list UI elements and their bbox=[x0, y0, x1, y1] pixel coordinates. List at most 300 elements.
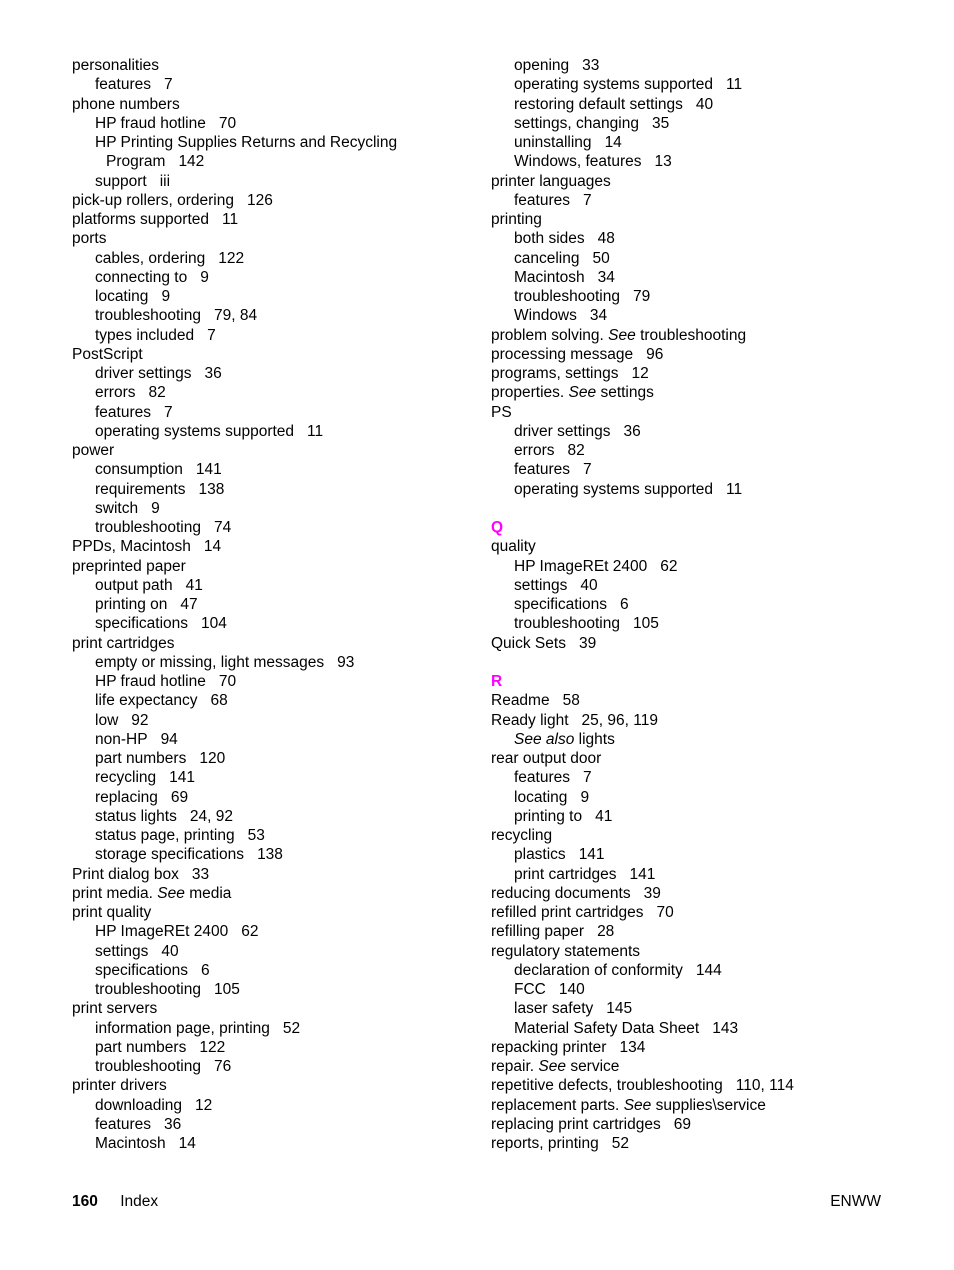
page-reference: 79, 84 bbox=[214, 307, 258, 325]
see-reference-label: See bbox=[623, 1096, 652, 1114]
see-reference-target: supplies\service bbox=[655, 1096, 766, 1114]
index-subentry bbox=[72, 653, 492, 672]
index-entry bbox=[72, 903, 492, 922]
see-reference-label: See bbox=[538, 1058, 566, 1075]
entry-term: troubleshooting bbox=[95, 307, 201, 325]
index-subentry bbox=[72, 576, 492, 595]
entry-term: recycling bbox=[95, 769, 157, 787]
index-entry bbox=[491, 210, 911, 229]
entry-term: HP fraud hotline bbox=[95, 114, 206, 132]
index-subentry bbox=[491, 422, 911, 441]
index-subentry bbox=[72, 1038, 492, 1057]
entry-term: errors bbox=[95, 384, 136, 402]
index-letter-heading bbox=[491, 653, 911, 692]
entry-term: consumption bbox=[95, 461, 183, 479]
entry-term: printing bbox=[491, 211, 542, 228]
page-reference: 58 bbox=[562, 692, 580, 710]
page-reference: 122 bbox=[218, 249, 245, 267]
see-reference-target: troubleshooting bbox=[640, 326, 747, 344]
page-reference: 41 bbox=[595, 807, 613, 825]
entry-term: laser safety bbox=[514, 1000, 594, 1018]
page-reference: 25, 96, 119 bbox=[581, 711, 658, 729]
index-letter-heading bbox=[491, 499, 911, 538]
entry-term: operating systems supported bbox=[95, 422, 295, 440]
entry-term: HP Printing Supplies Returns and Recycling bbox=[95, 134, 398, 151]
index-subentry bbox=[491, 191, 911, 210]
index-subentry bbox=[72, 826, 492, 845]
index-entry bbox=[72, 884, 492, 903]
entry-term: information page, printing bbox=[95, 1019, 270, 1037]
footer-right bbox=[830, 1192, 881, 1211]
index-entry bbox=[491, 326, 911, 345]
see-reference-target: lights bbox=[578, 730, 615, 748]
entry-term: printer drivers bbox=[72, 1077, 167, 1095]
index-subentry bbox=[491, 460, 911, 479]
entry-term: printer languages bbox=[491, 172, 611, 190]
page-reference: 122 bbox=[199, 1038, 226, 1056]
page-reference: 36 bbox=[204, 365, 222, 382]
index-entry bbox=[491, 1076, 911, 1095]
index-subentry bbox=[491, 557, 911, 576]
index-subentry bbox=[72, 326, 492, 345]
index-entry bbox=[491, 884, 911, 903]
index-subentry bbox=[72, 922, 492, 941]
entry-term: troubleshooting bbox=[95, 1058, 201, 1075]
entry-term: troubleshooting bbox=[95, 981, 201, 998]
page-reference: 141 bbox=[629, 865, 656, 883]
entry-term: HP ImageREt 2400 bbox=[514, 557, 648, 575]
entry-term: non-HP bbox=[95, 730, 148, 748]
entry-term: PS bbox=[491, 403, 512, 421]
letter-text: Q bbox=[491, 519, 504, 536]
page-reference: 7 bbox=[164, 76, 173, 94]
entry-term: operating systems supported bbox=[514, 76, 714, 94]
letter-text: R bbox=[491, 673, 503, 690]
page-reference: 144 bbox=[695, 961, 722, 979]
entry-term: PostScript bbox=[72, 345, 143, 363]
page-number: 160 bbox=[72, 1193, 98, 1210]
page-reference: 138 bbox=[257, 846, 283, 864]
entry-term: ports bbox=[72, 230, 107, 248]
page-reference: 70 bbox=[656, 904, 674, 921]
index-entry bbox=[491, 922, 911, 941]
page-reference: 12 bbox=[195, 1096, 213, 1114]
entry-term: replacement parts. bbox=[491, 1096, 620, 1114]
index-entry bbox=[72, 557, 492, 576]
see-reference-target: service bbox=[570, 1058, 620, 1075]
index-entry bbox=[491, 172, 911, 191]
page-reference: 120 bbox=[199, 750, 226, 767]
page-reference: 39 bbox=[578, 634, 597, 652]
entry-term: locating bbox=[95, 288, 149, 305]
index-entry bbox=[491, 364, 911, 383]
index-entry bbox=[491, 383, 911, 402]
page-reference: 34 bbox=[589, 307, 608, 325]
page-reference: 7 bbox=[583, 769, 592, 787]
page-reference: 12 bbox=[631, 365, 649, 382]
entry-term: personalities bbox=[72, 57, 160, 74]
index-subentry bbox=[72, 807, 492, 826]
index-entry bbox=[491, 1096, 911, 1115]
index-subentry bbox=[72, 133, 492, 152]
index-entry bbox=[491, 749, 911, 768]
page-reference: 105 bbox=[214, 981, 240, 998]
page-reference: 82 bbox=[567, 442, 585, 459]
page-reference: 14 bbox=[604, 134, 622, 151]
index-subentry bbox=[491, 95, 911, 114]
index-subentry bbox=[72, 460, 492, 479]
entry-term: specifications bbox=[95, 615, 189, 633]
entry-term: reports, printing bbox=[491, 1135, 599, 1152]
entry-term: part numbers bbox=[95, 750, 187, 767]
index-subentry bbox=[491, 961, 911, 980]
index-subentry bbox=[72, 249, 492, 268]
index-entry bbox=[491, 1134, 911, 1153]
page-reference: 7 bbox=[583, 191, 592, 209]
entry-term: replacing print cartridges bbox=[491, 1115, 661, 1133]
index-subentry bbox=[491, 1019, 911, 1038]
entry-term: status page, printing bbox=[95, 827, 235, 844]
entry-term: Windows, features bbox=[514, 153, 642, 171]
entry-term: print quality bbox=[72, 904, 152, 921]
index-entry bbox=[72, 191, 492, 210]
entry-term: printing on bbox=[95, 596, 168, 613]
entry-term: pick-up rollers, ordering bbox=[72, 191, 234, 209]
index-subentry bbox=[491, 845, 911, 864]
index-subentry bbox=[72, 1115, 492, 1134]
index-subentry bbox=[491, 576, 911, 595]
index-subentry bbox=[72, 403, 492, 422]
page-reference: 28 bbox=[597, 923, 615, 941]
footer-left bbox=[72, 1192, 158, 1211]
page-reference: 94 bbox=[160, 730, 178, 748]
index-subentry bbox=[72, 749, 492, 768]
index-subentry bbox=[491, 788, 911, 807]
index-entry bbox=[491, 1115, 911, 1134]
entry-term: features bbox=[95, 403, 152, 421]
see-reference-label: See also bbox=[514, 730, 575, 748]
page-reference: 11 bbox=[307, 422, 324, 440]
page-reference: 141 bbox=[169, 769, 196, 787]
page-reference: 39 bbox=[643, 884, 661, 902]
index-subentry bbox=[72, 768, 492, 787]
page-reference: 70 bbox=[218, 114, 237, 132]
index-subentry bbox=[491, 133, 911, 152]
index-subentry bbox=[491, 865, 911, 884]
entry-term: part numbers bbox=[95, 1038, 187, 1056]
index-subentry bbox=[491, 268, 911, 287]
page-reference: 9 bbox=[200, 268, 209, 286]
index-subentry bbox=[72, 172, 492, 191]
entry-term: print cartridges bbox=[514, 865, 617, 883]
index-entry bbox=[491, 634, 911, 653]
index-entry bbox=[72, 56, 492, 75]
page-reference: 82 bbox=[148, 384, 166, 402]
page-reference: 7 bbox=[583, 461, 592, 479]
entry-term: support bbox=[95, 172, 147, 190]
page-reference: 40 bbox=[161, 942, 179, 960]
index-subentry bbox=[491, 807, 911, 826]
entry-term: low bbox=[95, 711, 119, 729]
entry-term: requirements bbox=[95, 480, 186, 498]
page-reference: 7 bbox=[207, 326, 216, 344]
see-reference-label: See bbox=[568, 384, 597, 402]
index-entry bbox=[72, 1076, 492, 1095]
entry-term: repair. bbox=[491, 1058, 535, 1075]
index-subentry bbox=[491, 75, 911, 94]
index-subentry bbox=[491, 768, 911, 787]
entry-term: status lights bbox=[95, 807, 177, 825]
index-subentry bbox=[72, 711, 492, 730]
entry-term: print cartridges bbox=[72, 634, 175, 652]
page-reference: 14 bbox=[203, 538, 222, 556]
entry-term: properties. bbox=[491, 384, 565, 402]
entry-term: quality bbox=[491, 538, 536, 556]
entry-term: Print dialog box bbox=[72, 865, 179, 883]
index-subentry bbox=[72, 845, 492, 864]
index-subentry bbox=[491, 287, 911, 306]
page-reference: 33 bbox=[582, 57, 600, 74]
page-reference: 48 bbox=[597, 230, 615, 248]
index-subentry bbox=[491, 152, 911, 171]
entry-term: specifications bbox=[95, 961, 189, 979]
index-entry bbox=[491, 537, 911, 556]
index-subentry bbox=[72, 788, 492, 807]
page-reference: 9 bbox=[151, 499, 160, 517]
index-subentry bbox=[491, 114, 911, 133]
entry-term: programs, settings bbox=[491, 365, 619, 382]
index-entry bbox=[491, 403, 911, 422]
index-subentry bbox=[491, 441, 911, 460]
entry-term: uninstalling bbox=[514, 134, 592, 151]
entry-term: connecting to bbox=[95, 268, 188, 286]
entry-term: features bbox=[95, 1115, 152, 1133]
entry-term: troubleshooting bbox=[514, 615, 620, 633]
page-reference: 138 bbox=[198, 480, 225, 498]
entry-term: refilled print cartridges bbox=[491, 904, 644, 921]
index-entry bbox=[491, 942, 911, 961]
page-reference: 33 bbox=[191, 865, 210, 883]
entry-term: reducing documents bbox=[491, 884, 631, 902]
page-reference: 11 bbox=[726, 76, 743, 94]
index-entry bbox=[491, 1057, 911, 1076]
index-subentry bbox=[72, 672, 492, 691]
index-subentry bbox=[491, 306, 911, 325]
index-subentry bbox=[491, 730, 911, 749]
entry-term: Readme bbox=[491, 692, 550, 710]
index-subentry bbox=[72, 1057, 492, 1076]
entry-term: opening bbox=[514, 57, 570, 74]
entry-term: cables, ordering bbox=[95, 249, 206, 267]
index-subentry bbox=[72, 152, 492, 171]
index-subentry bbox=[72, 1134, 492, 1153]
entry-term: platforms supported bbox=[72, 211, 209, 228]
entry-term: preprinted paper bbox=[72, 557, 186, 575]
index-entry bbox=[491, 826, 911, 845]
page-reference: 52 bbox=[282, 1019, 301, 1037]
index-subentry bbox=[72, 364, 492, 383]
index-subentry bbox=[491, 229, 911, 248]
index-column-left bbox=[72, 56, 492, 1153]
page-reference: 62 bbox=[660, 557, 678, 575]
entry-term: specifications bbox=[514, 596, 608, 613]
page-reference: 79 bbox=[633, 288, 651, 305]
index-entry bbox=[72, 95, 492, 114]
entry-term: Ready light bbox=[491, 711, 569, 729]
entry-term: troubleshooting bbox=[95, 519, 201, 536]
entry-term: Quick Sets bbox=[491, 634, 566, 652]
section-name: Index bbox=[120, 1193, 159, 1210]
page-reference: 143 bbox=[712, 1019, 739, 1037]
document-code: ENWW bbox=[830, 1193, 881, 1210]
index-entry bbox=[72, 229, 492, 248]
index-subentry bbox=[491, 249, 911, 268]
page-reference: 34 bbox=[597, 268, 615, 286]
entry-term: locating bbox=[514, 788, 568, 806]
entry-term: features bbox=[514, 461, 571, 479]
entry-term: features bbox=[95, 76, 152, 94]
entry-term: refilling paper bbox=[491, 923, 585, 941]
page-reference: 105 bbox=[633, 615, 659, 633]
entry-term: FCC bbox=[514, 981, 546, 998]
entry-term: restoring default settings bbox=[514, 95, 683, 113]
index-entry bbox=[72, 999, 492, 1018]
index-entry bbox=[72, 537, 492, 556]
page-reference: 104 bbox=[201, 615, 227, 633]
index-column-right bbox=[491, 56, 911, 1153]
entry-term: features bbox=[514, 769, 571, 787]
entry-term: regulatory statements bbox=[491, 942, 641, 960]
index-subentry bbox=[72, 961, 492, 980]
page-reference: 92 bbox=[131, 711, 149, 729]
page-reference: 52 bbox=[611, 1135, 629, 1152]
see-reference-label: See bbox=[157, 884, 185, 902]
index-entry bbox=[72, 441, 492, 460]
entry-term: life expectancy bbox=[95, 692, 198, 710]
index-subentry bbox=[72, 518, 492, 537]
see-reference-target: media bbox=[189, 884, 232, 902]
entry-term: canceling bbox=[514, 249, 580, 267]
see-reference-target: settings bbox=[600, 384, 654, 402]
page-reference: 6 bbox=[620, 596, 629, 613]
page-reference: 13 bbox=[654, 153, 672, 171]
index-subentry bbox=[491, 999, 911, 1018]
entry-term: plastics bbox=[514, 846, 566, 864]
entry-term: rear output door bbox=[491, 750, 602, 767]
entry-term: repacking printer bbox=[491, 1038, 607, 1056]
page-reference: 36 bbox=[623, 422, 641, 440]
page-reference: 141 bbox=[578, 846, 605, 864]
index-subentry bbox=[491, 614, 911, 633]
entry-term: driver settings bbox=[95, 365, 192, 382]
entry-term: types included bbox=[95, 326, 195, 344]
page-reference: 96 bbox=[646, 345, 664, 363]
page-reference: 6 bbox=[201, 961, 210, 979]
entry-term: phone numbers bbox=[72, 95, 180, 113]
entry-term: operating systems supported bbox=[514, 480, 714, 498]
entry-term: Macintosh bbox=[514, 268, 585, 286]
index-subentry bbox=[72, 422, 492, 441]
page-reference: 50 bbox=[592, 249, 610, 267]
page-reference: iii bbox=[159, 172, 171, 190]
index-subentry bbox=[491, 56, 911, 75]
index-subentry bbox=[491, 480, 911, 499]
page-reference: 53 bbox=[247, 827, 265, 844]
entry-term: processing message bbox=[491, 345, 634, 363]
index-subentry bbox=[72, 730, 492, 749]
entry-term: problem solving. bbox=[491, 326, 604, 344]
index-subentry bbox=[72, 942, 492, 961]
entry-term: recycling bbox=[491, 827, 553, 844]
page-reference: 41 bbox=[185, 576, 203, 594]
index-subentry bbox=[72, 268, 492, 287]
index-subentry bbox=[72, 1096, 492, 1115]
entry-term: HP fraud hotline bbox=[95, 673, 206, 690]
entry-term: replacing bbox=[95, 788, 158, 806]
page-reference: 93 bbox=[337, 653, 355, 671]
page-reference: 142 bbox=[178, 153, 205, 171]
index-subentry bbox=[72, 383, 492, 402]
index-entry bbox=[72, 865, 492, 884]
entry-term: switch bbox=[95, 499, 139, 517]
entry-term: repetitive defects, troubleshooting bbox=[491, 1077, 723, 1095]
entry-term: Material Safety Data Sheet bbox=[514, 1019, 700, 1037]
index-subentry bbox=[72, 75, 492, 94]
entry-term: output path bbox=[95, 576, 173, 594]
page-reference: 7 bbox=[164, 403, 173, 421]
index-entry bbox=[72, 210, 492, 229]
entry-term: printing to bbox=[514, 807, 583, 825]
index-subentry bbox=[72, 980, 492, 999]
index-subentry bbox=[72, 287, 492, 306]
page-reference: 69 bbox=[170, 788, 189, 806]
see-reference-label: See bbox=[608, 326, 636, 344]
page-reference: 70 bbox=[218, 673, 237, 690]
entry-term: settings bbox=[95, 942, 149, 960]
entry-term: driver settings bbox=[514, 422, 611, 440]
index-subentry bbox=[72, 499, 492, 518]
page-reference: 47 bbox=[180, 596, 198, 613]
page-reference: 9 bbox=[161, 288, 171, 305]
entry-term: power bbox=[72, 442, 115, 459]
page-reference: 110, 114 bbox=[735, 1077, 794, 1095]
index-subentry bbox=[72, 306, 492, 325]
entry-term: declaration of conformity bbox=[514, 961, 683, 979]
page-reference: 11 bbox=[726, 480, 743, 498]
index-subentry bbox=[72, 114, 492, 133]
page-reference: 74 bbox=[214, 519, 232, 536]
page-reference: 126 bbox=[246, 191, 273, 209]
index-entry bbox=[491, 711, 911, 730]
index-subentry bbox=[72, 480, 492, 499]
entry-term: Program bbox=[106, 153, 166, 171]
entry-term: Windows bbox=[514, 307, 577, 325]
index-entry bbox=[491, 903, 911, 922]
page-reference: 11 bbox=[222, 211, 239, 228]
index-entry bbox=[491, 691, 911, 710]
entry-term: empty or missing, light messages bbox=[95, 653, 325, 671]
entry-term: settings bbox=[514, 576, 568, 594]
entry-term: print servers bbox=[72, 1000, 158, 1018]
entry-term: troubleshooting bbox=[514, 288, 620, 305]
entry-term: settings, changing bbox=[514, 114, 639, 132]
page-reference: 68 bbox=[210, 692, 228, 710]
entry-term: features bbox=[514, 191, 571, 209]
entry-term: print media. bbox=[72, 884, 153, 902]
page-reference: 35 bbox=[651, 114, 670, 132]
index-entry bbox=[72, 634, 492, 653]
page-reference: 76 bbox=[214, 1058, 232, 1075]
